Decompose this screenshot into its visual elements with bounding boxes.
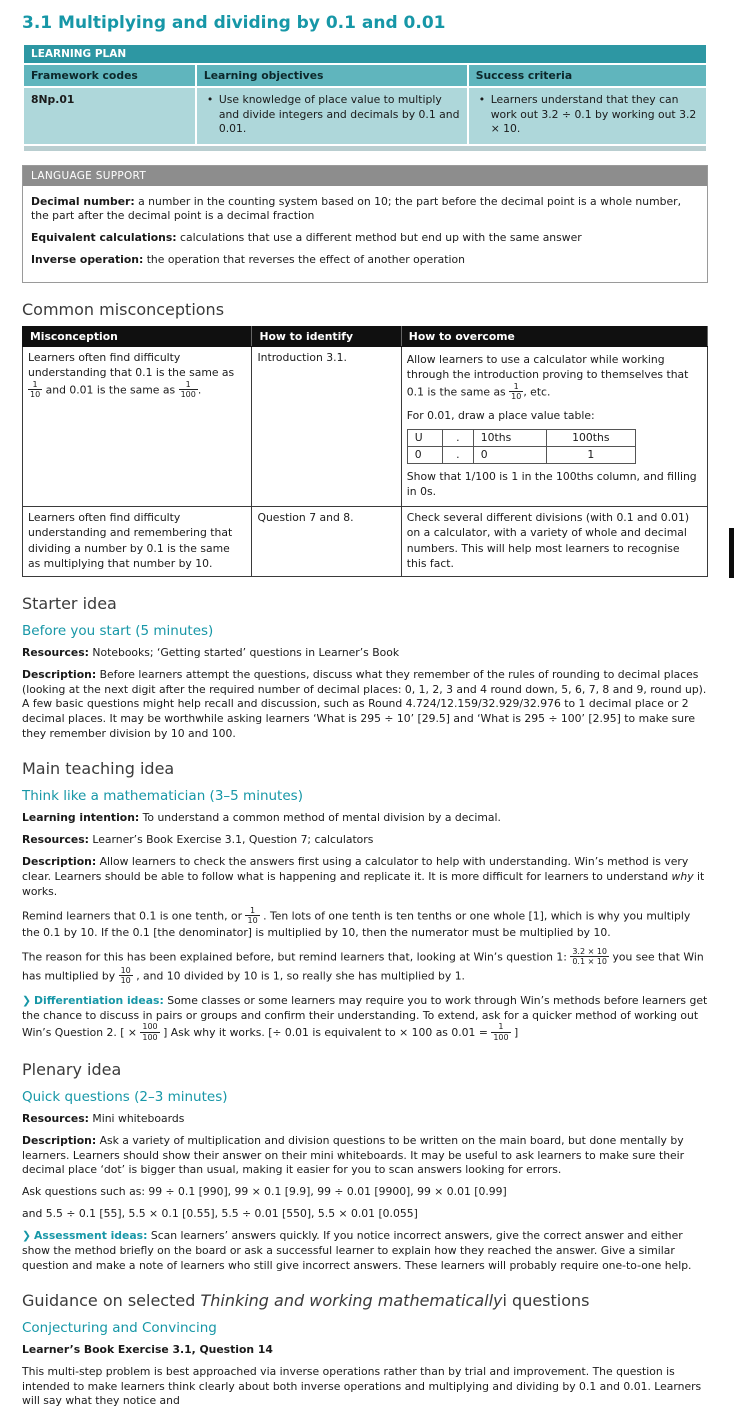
column-how-to-identify: How to identify <box>252 327 401 347</box>
remind-paragraph: Remind learners that 0.1 is one tenth, or $\frac{1}{10}$ . Ten lots of one tenth is ten tenths or one whole [1], which is why you multiply the 0.1 by 10. If the 0.1 [the denominator] is multiplied by 10, then the numerator must be multiplied by 10. <box>22 905 691 939</box>
definition-inverse-operation: Inverse operation: the operation that reverses the effect of another operation <box>31 252 465 266</box>
pv-cell: U <box>407 430 442 447</box>
misconception-2-identify: Question 7 and 8. <box>252 507 401 576</box>
column-misconception: Misconception <box>23 327 252 347</box>
chevron-icon: ❯ <box>22 1229 32 1243</box>
pv-cell: 1 <box>546 447 635 464</box>
learning-plan-data-row <box>24 88 706 144</box>
plenary-description: Description: Ask a variety of multiplication and division questions to be written on the main board, but done mentally by learners. Learners should show their answer on their mini whiteboards. It may be useful to ask learners to make sure their decimal place ‘dot’ is bigger than usual, making it easier for you to scan answers looking for errors. <box>22 1133 685 1177</box>
overcome-paragraph-3: Show that 1/100 is 1 in the 100ths column, and filling in 0s. <box>406 470 697 499</box>
learning-plan-header-row <box>24 45 706 63</box>
pv-cell: 0 <box>473 447 546 464</box>
learning-objective-cell <box>197 88 467 144</box>
page-title: 3.1 Multiplying and dividing by 0.1 and 0.01 <box>22 13 446 33</box>
place-value-value-row <box>407 447 635 464</box>
ask-questions-line-1: Ask questions such as: 99 ÷ 0.1 [990], 99 × 0.1 [9.9], 99 ÷ 0.01 [9900], 99 × 0.01 [0.99] <box>22 1185 507 1199</box>
column-learning-objectives: Learning objectives <box>197 65 467 86</box>
pv-cell: . <box>442 447 473 464</box>
guidance-heading: Guidance on selected Thinking and working mathematicallyi questions <box>22 1290 590 1310</box>
fraction: $\frac{1}{100}$ <box>493 1022 509 1042</box>
language-support-body <box>23 186 707 283</box>
pv-cell: . <box>442 430 473 447</box>
differentiation-ideas <box>22 994 708 1043</box>
differentiation-ideas-text: Differentiation ideas: Some classes or some learners may require you to work through Win’s methods before learners get the chance to discuss in pairs or groups and confirm their understanding. To extend, ask for a quicker method of working out Win’s Question 2. [ × $\frac{100}{100}$ ] Ask why it works. [÷ 0.01 is equivalent to × 100 as 0.01 = $\frac{1}{100}$ ] <box>22 993 708 1042</box>
think-like-a-mathematician-subheading: Think like a mathematician (3–5 minutes) <box>22 788 303 805</box>
assessment-ideas-text: Assessment ideas: Scan learners’ answers quickly. If you notice incorrect answers, give the correct answer and either show the method briefly on the board or ask a successful learner to explain how they reached the answer. Give a similar question and make a note of learners who still give incorrect answers. These learners will probably require one-to-one help. <box>22 1229 692 1272</box>
fraction: $\frac{1}{10}$ <box>30 379 41 399</box>
misconception-2-text: Learners often find difficulty understanding and remembering that dividing a number by 0.1 is the same as multiplying that number by 10. <box>23 507 252 576</box>
before-you-start-subheading: Before you start (5 minutes) <box>22 622 214 639</box>
plenary-resources: Resources: Mini whiteboards <box>22 1111 185 1125</box>
fraction: $\frac{1}{100}$ <box>180 379 196 399</box>
definition-equivalent-calculations: Equivalent calculations: calculations that use a different method but end up with the same answer <box>31 231 582 245</box>
overcome-paragraph-1: Allow learners to use a calculator while working through the introduction proving to themselves that 0.1 is the same as $\frac{1}{10}$ , etc. <box>406 353 689 401</box>
fraction: $\frac{100}{100}$ <box>142 1022 158 1042</box>
conjecturing-convincing-subheading: Conjecturing and Convincing <box>22 1319 217 1336</box>
success-criteria: • Learners understand that they can work out 3.2 ÷ 0.1 by working out 3.2 × 10. <box>476 93 699 137</box>
reason-paragraph: The reason for this has been explained before, but remind learners that, looking at Win’s question 1: $\frac{3.2 \times 10}{0.1 \times 10}$ you see that Win has multiplied by $\frac{10}{10}$ , and 10 divided by 10 is 1, so really she has multiplied by 1. <box>22 946 704 986</box>
misconceptions-header-row <box>23 327 708 347</box>
main-teaching-description: Description: Allow learners to check the answers first using a calculator to help with understanding. Win’s method is very clear. Learners should be able to follow what is happening and replicate it. It is more difficult for learners to understand why it works. <box>22 854 705 898</box>
assessment-ideas <box>22 1229 708 1274</box>
learning-plan-columns-row <box>24 65 706 86</box>
learning-plan-footer-strip <box>24 146 706 151</box>
column-framework-codes: Framework codes <box>24 65 195 86</box>
starter-description: Description: Before learners attempt the questions, discuss what they remember of the rules of rounding to decimal places (looking at the next digit after the required number of decimal places: 0, 1, 2, 3 and 4 round down, 5, 6, 7, 8 and 9, round up). A few basic questions might help recall and discussion, such as Round 4.724/12.159/32.929/32.976 to 1 decimal place or 2 decimal places. It may be worthwhile asking learners ‘What is 295 ÷ 10’ [29.5] and ‘What is 295 ÷ 100’ [2.95] to make sure they remember division by 10 and 100. <box>22 667 707 741</box>
fraction: $\frac{1}{10}$ <box>247 905 258 925</box>
learning-plan-table <box>22 43 708 153</box>
main-teaching-idea-heading: Main teaching idea <box>22 759 175 779</box>
definition-decimal-number: Decimal number: a number in the counting system based on 10; the part before the decimal point is a whole number, the part after the decimal point is a decimal fraction <box>31 194 681 223</box>
success-criteria-cell <box>469 88 706 144</box>
chevron-icon: ❯ <box>22 993 32 1007</box>
starter-idea-heading: Starter idea <box>22 593 117 613</box>
fraction: $\frac{10}{10}$ <box>120 966 131 986</box>
column-success-criteria: Success criteria <box>469 65 706 86</box>
column-how-to-overcome: How to overcome <box>401 327 707 347</box>
ask-questions-line-2: and 5.5 ÷ 0.1 [55], 5.5 × 0.1 [0.55], 5.5 ÷ 0.01 [550], 5.5 × 0.01 [0.055] <box>22 1207 418 1221</box>
fraction: $\frac{1}{10}$ <box>511 381 522 401</box>
pv-cell: 10ths <box>473 430 546 447</box>
misconception-1-text: Learners often find difficulty understanding that 0.1 is the same as $\frac{1}{10}$ and 0.01 is the same as $\frac{1}{100}$ . <box>23 347 252 507</box>
language-support-box <box>22 165 708 284</box>
misconception-2-overcome: Check several different divisions (with 0.1 and 0.01) on a calculator, with a variety of whole and decimal numbers. This will help most learners to recognise this fact. <box>401 507 707 576</box>
page-edge-tab <box>729 528 734 578</box>
misconception-1-identify: Introduction 3.1. <box>252 347 401 507</box>
misconceptions-heading: Common misconceptions <box>22 300 225 320</box>
quick-questions-subheading: Quick questions (2–3 minutes) <box>22 1088 228 1105</box>
guidance-paragraph: This multi-step problem is best approached via inverse operations rather than by trial and improvement. The question is intended to make learners think clearly about both inverse operations and multiplying and dividing by 0.1 and 0.01. Learners will say what they notice and <box>22 1364 702 1408</box>
plenary-idea-heading: Plenary idea <box>22 1059 122 1079</box>
book-reference: Learner’s Book Exercise 3.1, Question 14 <box>22 1342 273 1356</box>
overcome-paragraph-2: For 0.01, draw a place value table: <box>406 408 595 422</box>
learning-intention: Learning intention: To understand a common method of mental division by a decimal. <box>22 811 501 825</box>
learning-plan-header: LEARNING PLAN <box>24 45 706 63</box>
misconception-row-1 <box>23 347 708 507</box>
fraction: $\frac{3.2 \times 10}{0.1 \times 10}$ <box>572 946 608 967</box>
pv-cell: 0 <box>407 447 442 464</box>
place-value-table <box>407 429 636 464</box>
framework-code: 8Np.01 <box>24 88 195 144</box>
main-teaching-resources: Resources: Learner’s Book Exercise 3.1, Question 7; calculators <box>22 833 374 847</box>
misconceptions-table <box>22 326 708 576</box>
place-value-header-row <box>407 430 635 447</box>
starter-resources: Resources: Notebooks; ‘Getting started’ questions in Learner’s Book <box>22 645 400 659</box>
language-support-header: LANGUAGE SUPPORT <box>23 166 707 186</box>
misconception-row-2 <box>23 507 708 576</box>
pv-cell: 100ths <box>546 430 635 447</box>
misconception-1-overcome <box>401 347 707 507</box>
learning-objective: • Use knowledge of place value to multiply and divide integers and decimals by 0.1 and 0.01. <box>204 93 460 137</box>
